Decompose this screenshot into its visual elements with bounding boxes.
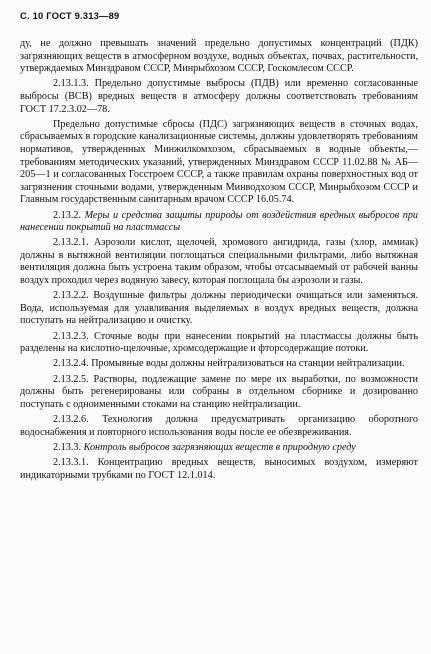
section-heading-2-13-2 (20, 210, 418, 235)
page-header: С. 10 ГОСТ 9.313—89 (20, 10, 120, 21)
paragraph-10: 2.13.2.6. Технология должна предусматривать организацию оборотного водоснабжения и повторного использования воды после ее обезвреживания. (20, 413, 418, 438)
paragraph-2: 2.13.1.3. Предельно допустимые выбросы (ПДВ) или временно согласованные выбросы (ВСВ) вредных веществ в атмосферу должны соответствовать требованиям ГОСТ 17.2.3.02—78. (20, 78, 418, 115)
section-number: 2.13.3. (53, 441, 84, 453)
paragraph-9: 2.13.2.5. Растворы, подлежащие замене по мере их выработки, по возможности должны быть регенерированы или собраны в отдельном сборнике и дозированно поступать с одноименными стоками на станцию нейтрализации. (20, 373, 418, 410)
paragraph-7: 2.13.2.3. Сточные воды при нанесении покрытий на пластмассы должны быть разделены на кислотно-щелочные, хромсодержащие и фторсодержащие потоки. (20, 330, 418, 355)
section-title: Контроль выбросов загрязняющих веществ в природную среду (83, 441, 356, 453)
paragraph-8: 2.13.2.4. Промывные воды должны нейтрализоваться на станции нейтрализации. (53, 358, 405, 370)
section-heading-2-13-3 (20, 442, 418, 455)
paragraph-12: 2.13.3.1. Концентрацию вредных веществ, выносимых воздухом, измеряют индикаторными трубками по ГОСТ 12.1.014. (20, 456, 418, 481)
paragraph-3: Предельно допустимые сбросы (ПДС) загрязняющих веществ в сточных водах, сбрасываемых в городские канализационные системы, должны удовлетворять требованиям нормативов, утвержденных Минжилкомхозом, сбрасываемых в водные объекты,—требованиям методических указаний, утвержденных Минздравом СССР 11.02.88 № АБ—205—1 и согласованных Госстроем СССР, а также правилам охраны поверхностных вод от загрязнения сточными водами, утвержденным Минводхозом СССР, Минрыбхозом СССР и Главным государственным санитарным врачом СССР 16.05.74. (20, 118, 418, 206)
paragraph-1: ду, не должно превышать значений предельно допустимых концентраций (ПДК) загрязняющих веществ в атмосферном воздухе, водных объектах, почвах, растительности, утверждаемых Минздравом СССР, Минрыбхозом СССР, Госкомлесом СССР. (20, 38, 418, 75)
document-body (20, 38, 418, 485)
paragraph-5: 2.13.2.1. Аэрозоли кислот, щелочей, хромового ангидрида, газы (хлор, аммиак) должны в вытяжной вентиляции поглощаться специальными фильтрами, либо вытяжная вентиляция должна быть устроена таким образом, чтобы отсасываемый от рабочей ванны воздух проходил через водяную завесу, которая поглощала бы аэрозоли и газы. (20, 237, 418, 287)
section-number: 2.13.2. (53, 209, 85, 221)
paragraph-6: 2.13.2.2. Воздушные фильтры должны периодически очищаться или заменяться. Вода, используемая для улавливания выделяемых в воздух вредных веществ, должна поступать на нейтрализацию и очистку. (20, 290, 418, 327)
section-title: Меры и средства защиты природы от воздействия вредных выбросов при нанесении покрытий на пластмассы (20, 209, 419, 234)
